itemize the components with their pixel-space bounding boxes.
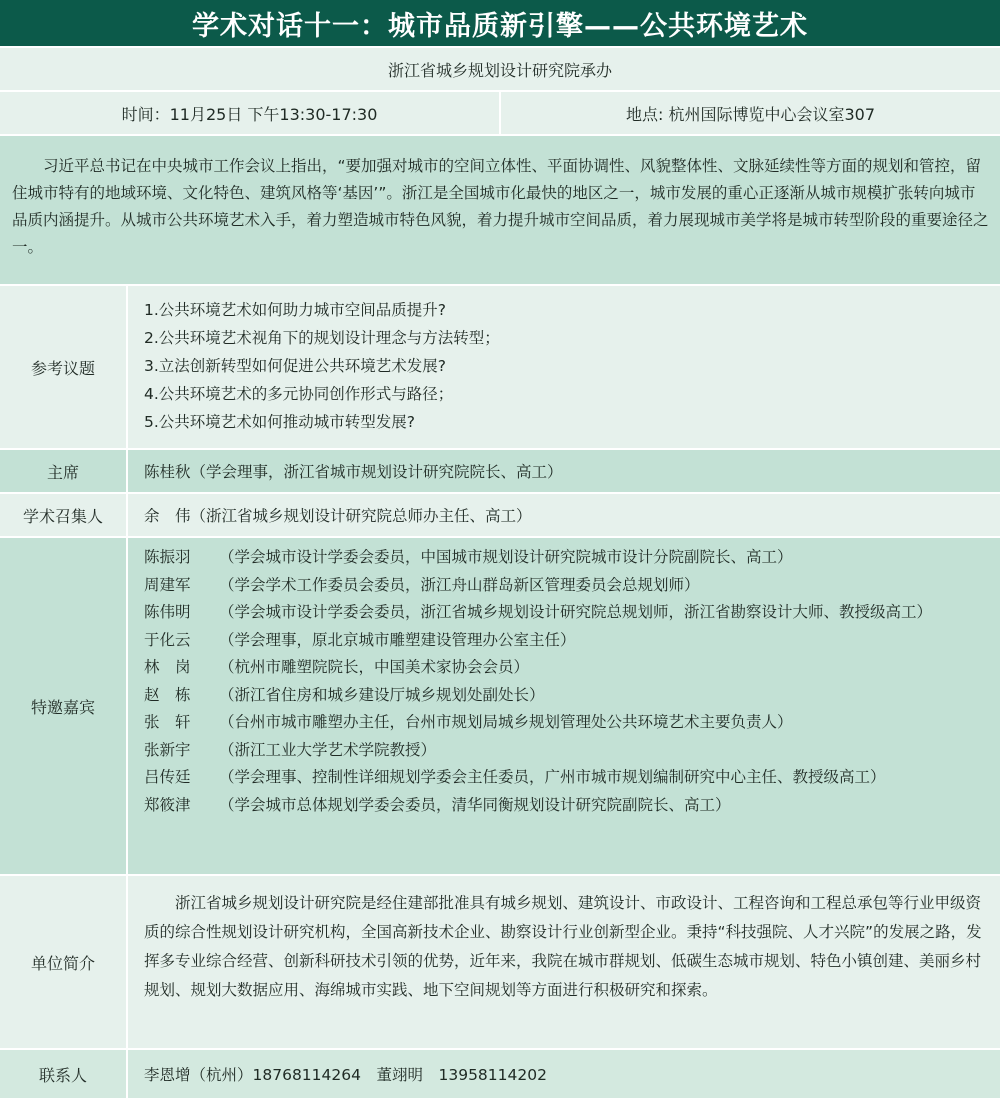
list-item bbox=[144, 682, 1000, 710]
guest-desc: （杭州市雕塑院院长，中国美术家协会会员） bbox=[219, 658, 530, 676]
chair-label: 主席 bbox=[0, 450, 128, 492]
guest-desc: （学会城市设计学委会委员，浙江省城乡规划设计研究院总规划师，浙江省勘察设计大师、教授级高工） bbox=[219, 603, 933, 621]
guest-name: 赵 栋 bbox=[144, 685, 191, 704]
guest-name: 郑筱津 bbox=[144, 795, 191, 814]
guest-desc: （学会城市设计学委会委员，中国城市规划设计研究院城市设计分院副院长、高工） bbox=[219, 548, 793, 566]
list-item bbox=[144, 544, 1000, 572]
convener-label: 学术召集人 bbox=[0, 494, 128, 536]
list-item bbox=[144, 627, 1000, 655]
guest-desc: （浙江工业大学艺术学院教授） bbox=[219, 740, 437, 759]
contact-value: 李恩增（杭州）18768114264 董翊明 13958114202 bbox=[128, 1050, 1000, 1098]
guest-desc: （浙江省住房和城乡建设厅城乡规划处副处长） bbox=[219, 685, 545, 704]
guests-label: 特邀嘉宾 bbox=[0, 538, 128, 874]
guest-desc: （学会学术工作委员会委员，浙江舟山群岛新区管理委员会总规划师） bbox=[219, 575, 700, 594]
intro-text: 习近平总书记在中央城市工作会议上指出，“要加强对城市的空间立体性、平面协调性、风貌整体性、文脉延续性等方面的规划和管控，留住城市特有的地域环境、文化特色、建筑风格等‘基因’”。浙江是全国城市化最快的地区之一，城市发展的重心正逐渐从城市规模扩张转向城市品质内涵提升。从城市公共环境艺术入手，着力塑造城市特色风貌，着力提升城市空间品质，着力展现城市美学将是城市转型阶段的重要途径之一。 bbox=[12, 157, 989, 256]
list-item: 5.公共环境艺术如何推动城市转型发展? bbox=[144, 413, 416, 431]
organizer-line: 浙江省城乡规划设计研究院承办 bbox=[0, 48, 1000, 92]
guest-desc: （学会理事、控制性详细规划学委会主任委员，广州市城市规划编制研究中心主任、教授级高工） bbox=[219, 768, 886, 786]
place-cell: 地点: 杭州国际博览中心会议室307 bbox=[499, 92, 1000, 134]
guest-name: 于化云 bbox=[144, 630, 191, 649]
guest-name: 陈伟明 bbox=[144, 603, 191, 621]
topics-list bbox=[128, 286, 1000, 448]
list-item bbox=[144, 572, 1000, 600]
list-item bbox=[144, 709, 1000, 737]
guest-name: 周建军 bbox=[144, 575, 191, 594]
list-item: 4.公共环境艺术的多元协同创作形式与路径； bbox=[144, 385, 454, 403]
list-item bbox=[144, 792, 1000, 820]
list-item: 2.公共环境艺术视角下的规划设计理念与方法转型； bbox=[144, 329, 500, 347]
guest-name: 陈振羽 bbox=[144, 548, 191, 566]
guest-name: 张 轩 bbox=[144, 713, 191, 731]
topics-row bbox=[0, 286, 1000, 450]
guests-row bbox=[0, 538, 1000, 876]
about-row bbox=[0, 876, 1000, 1050]
list-item: 3.立法创新转型如何促进公共环境艺术发展? bbox=[144, 357, 447, 375]
contact-row bbox=[0, 1050, 1000, 1098]
time-cell: 时间：11月25日 下午13:30-17:30 bbox=[0, 92, 499, 134]
guest-name: 吕传廷 bbox=[144, 768, 191, 786]
page-title: 学术对话十一：城市品质新引擎——公共环境艺术 bbox=[0, 0, 1000, 48]
time-place-row bbox=[0, 92, 1000, 136]
list-item bbox=[144, 654, 1000, 682]
guest-name: 林 岗 bbox=[144, 658, 191, 676]
intro-section bbox=[0, 136, 1000, 286]
convener-row bbox=[0, 494, 1000, 538]
chair-value: 陈桂秋（学会理事，浙江省城市规划设计研究院院长、高工） bbox=[128, 450, 1000, 492]
guests-list bbox=[128, 538, 1000, 874]
about-text: 浙江省城乡规划设计研究院是经住建部批准具有城乡规划、建筑设计、市政设计、工程咨询和工程总承包等行业甲级资质的综合性规划设计研究机构，全国高新技术企业、勘察设计行业创新型企业。秉持“科技强院、人才兴院”的发展之路，发挥多专业综合经营、创新科研技术引领的优势，近年来，我院在城市群规划、低碳生态城市规划、特色小镇创建、美丽乡村规划、规划大数据应用、海绵城市实践、地下空间规划等方面进行积极研究和探索。 bbox=[144, 894, 982, 999]
topics-label: 参考议题 bbox=[0, 286, 128, 448]
chair-row bbox=[0, 450, 1000, 494]
contact-label: 联系人 bbox=[0, 1050, 128, 1098]
list-item bbox=[144, 599, 1000, 627]
guest-desc: （学会理事，原北京城市雕塑建设管理办公室主任） bbox=[219, 630, 576, 649]
guest-name: 张新宇 bbox=[144, 740, 191, 759]
list-item bbox=[144, 737, 1000, 765]
list-item bbox=[144, 764, 1000, 792]
guest-desc: （学会城市总体规划学委会委员，清华同衡规划设计研究院副院长、高工） bbox=[219, 795, 731, 814]
convener-value: 余 伟（浙江省城乡规划设计研究院总师办主任、高工） bbox=[128, 494, 1000, 536]
about-label: 单位简介 bbox=[0, 876, 128, 1048]
about-content bbox=[128, 876, 1000, 1048]
guest-desc: （台州市城市雕塑办主任，台州市规划局城乡规划管理处公共环境艺术主要负责人） bbox=[219, 713, 793, 731]
list-item: 1.公共环境艺术如何助力城市空间品质提升? bbox=[144, 301, 447, 319]
